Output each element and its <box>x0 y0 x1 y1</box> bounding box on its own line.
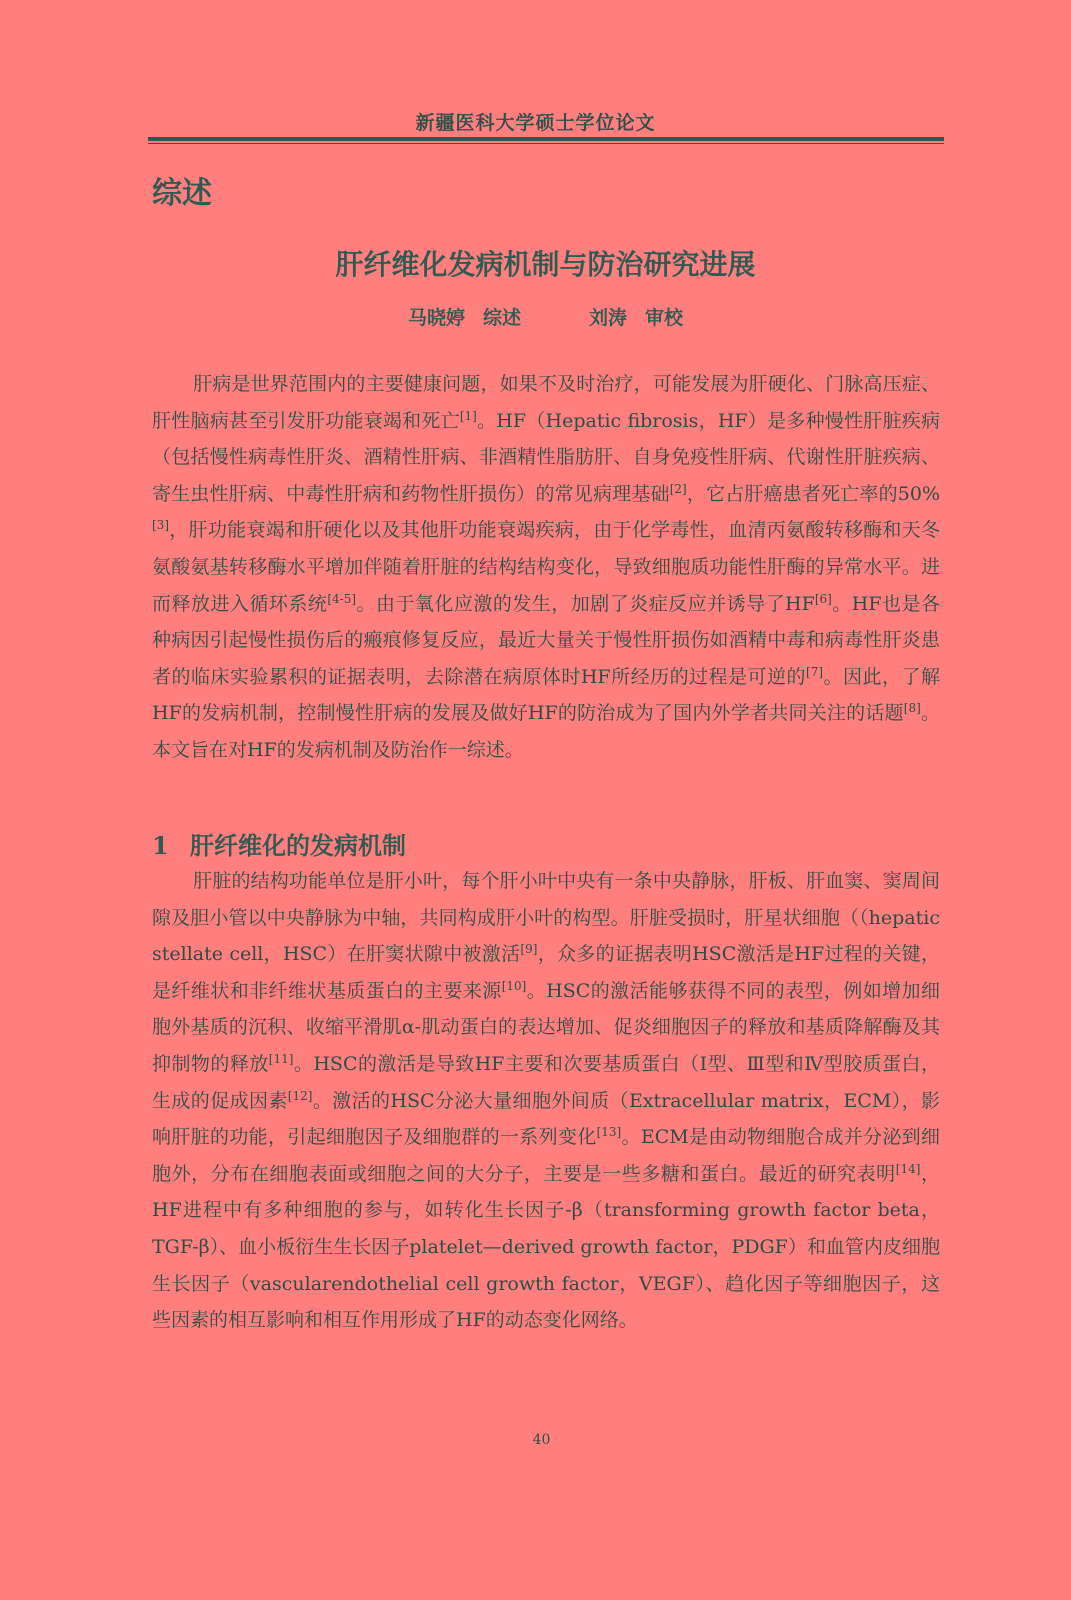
section-number: 1 <box>152 831 169 860</box>
citation-ref: [8] <box>903 701 921 716</box>
section1-paragraph <box>152 863 940 1339</box>
text-segment: ，肝功能衰竭和肝硬化以及其他肝功能衰竭疾病，由于化学毒性，血清丙氨酸转移酶和天冬氨酸氨基转移酶水平增加伴随着肝脏的结构结构变化，导致细胞质功能性肝酶的异常水平。进而释放进入循环系统 <box>152 519 940 615</box>
section-heading <box>152 826 406 861</box>
text-segment: 。HSC的激活是导致HF主要和次要基质蛋白（Ⅰ型、Ⅲ型和Ⅳ型胶质蛋白，生成的促成因素 <box>152 1052 940 1112</box>
citation-ref: [4-5] <box>327 591 357 606</box>
text-segment: 。本文旨在对HF的发病机制及防治作一综述。 <box>152 702 940 761</box>
article-title: 肝纤维化发病机制与防治研究进展 <box>335 248 756 281</box>
section-title: 肝纤维化的发病机制 <box>190 831 406 860</box>
text-segment: 。HSC的激活能够获得不同的表型，例如增加细胞外基质的沉积、收缩平滑肌α-肌动蛋白的表达增加、促炎细胞因子的释放和基质降解酶及其抑制物的释放 <box>152 979 940 1075</box>
header-rule-thick <box>148 137 944 141</box>
text-segment: 肝脏的结构功能单位是肝小叶，每个肝小叶中央有一条中央静脉，肝板、肝血窦、窦周间隙及胆小管以中央静脉为中轴，共同构成肝小叶的构型。肝脏受损时，肝星状细胞（（hepatic stellate cell，HSC）在肝窦状隙中被激活 <box>152 870 940 966</box>
citation-ref: [11] <box>268 1051 294 1066</box>
text-segment: 。ECM是由动物细胞合成并分泌到细胞外，分布在细胞表面或细胞之间的大分子，主要是一些多糖和蛋白。最近的研究表明 <box>152 1126 940 1185</box>
page-number: 40 <box>532 1432 551 1448</box>
citation-ref: [1] <box>459 408 477 423</box>
text-segment: 。由于氧化应激的发生，加剧了炎症反应并诱导了HF <box>356 592 815 615</box>
text-segment: 。HF（Hepatic fibrosis，HF）是多种慢性肝脏疾病（包括慢性病毒性肝炎、酒精性肝病、非酒精性脂肪肝、自身免疫性肝病、代谢性肝脏疾病、寄生虫性肝病、中毒性肝病和药物性肝损伤）的常见病理基础 <box>152 409 940 505</box>
citation-ref: [3] <box>152 518 169 533</box>
citation-ref: [2] <box>669 481 687 496</box>
intro-paragraph <box>152 366 940 769</box>
author-name: 马晓婷 <box>407 307 465 329</box>
citation-ref: [7] <box>806 664 824 679</box>
text-segment: 肝病是世界范围内的主要健康问题，如果不及时治疗，可能发展为肝硬化、门脉高压症、肝性脑病甚至引发肝功能衰竭和死亡 <box>152 373 940 432</box>
citation-ref: [10] <box>501 978 527 993</box>
citation-ref: [14] <box>895 1161 921 1176</box>
byline <box>0 303 1071 330</box>
text-segment: ，HF进程中有多种细胞的参与，如转化生长因子-β（transforming growth factor beta，TGF-β）、血小板衍生生长因子platelet—derived growth factor，PDGF）和血管内皮细胞生长因子（vascularendothelial cell growth factor，VEGF）、趋化因子等细胞因子，这些因素的相互影响和相互作用形成了HF的动态变化网络。 <box>152 1162 940 1332</box>
citation-ref: [12] <box>287 1088 313 1103</box>
text-segment: 。激活的HSC分泌大量细胞外间质（Extracellular matrix，ECM），影响肝脏的功能，引起细胞因子及细胞群的一系列变化 <box>152 1089 940 1149</box>
header-title: 新疆医科大学硕士学位论文 <box>415 112 656 134</box>
reviewer-role: 审校 <box>645 307 684 329</box>
citation-ref: [6] <box>814 591 832 606</box>
text-segment: ，它占肝癌患者死亡率的50% <box>686 482 940 505</box>
text-segment: 。因此，了解HF的发病机制，控制慢性肝病的发展及做好HF的防治成为了国内外学者共同关注的话题 <box>152 665 940 725</box>
author-role: 综述 <box>482 307 521 329</box>
header-rule-thin <box>148 143 944 144</box>
citation-ref: [9] <box>520 942 538 957</box>
text-segment: ，众多的证据表明HSC激活是HF过程的关键，是纤维状和非纤维状基质蛋白的主要来源 <box>152 943 940 1002</box>
reviewer-name: 刘涛 <box>589 307 628 329</box>
text-segment: 。HF也是各种病因引起慢性损伤后的瘢痕修复反应，最近大量关于慢性肝损伤如酒精中毒和病毒性肝炎患者的临床实验累积的证据表明，去除潜在病原体时HF所经历的过程是可逆的 <box>152 592 940 688</box>
citation-ref: [13] <box>596 1125 622 1140</box>
section-label: 综述 <box>152 176 212 211</box>
